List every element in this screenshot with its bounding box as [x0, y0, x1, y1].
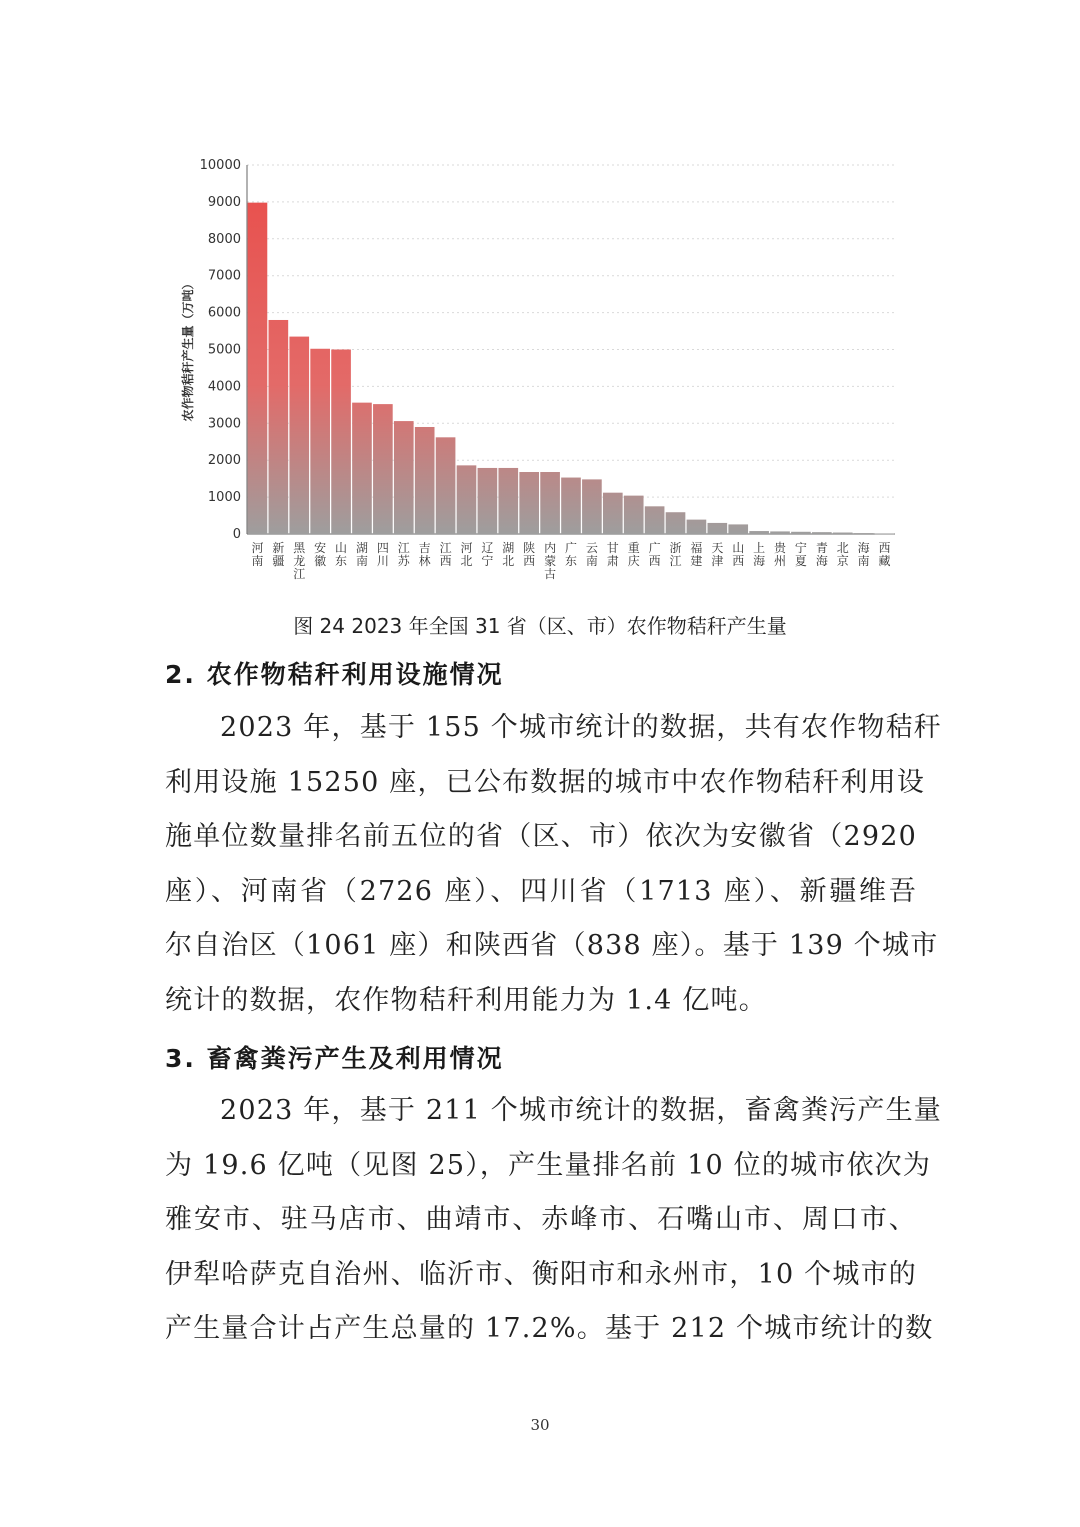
paragraph-line: 尔自治区（1061 座）和陕西省（838 座）。基于 139 个城市 [165, 930, 939, 961]
y-tick-label: 6000 [207, 305, 241, 321]
category-char: 内 [544, 541, 557, 555]
paragraph-line: 2023 年，基于 155 个城市统计的数据，共有农作物秸秆 [220, 712, 942, 743]
category-char: 东 [335, 554, 348, 568]
category-char: 徽 [314, 554, 327, 568]
category-char: 上 [753, 541, 766, 555]
x-category-label [879, 541, 891, 568]
category-char: 肃 [606, 554, 619, 568]
category-char: 庆 [627, 554, 640, 568]
category-char: 江 [439, 541, 452, 555]
x-category-label [670, 540, 682, 568]
category-char: 西 [878, 541, 891, 555]
x-category-label [440, 541, 452, 568]
category-char: 古 [544, 567, 557, 581]
bar [478, 468, 498, 534]
category-char: 西 [648, 554, 661, 568]
category-char: 宁 [794, 541, 807, 555]
category-char: 新 [272, 541, 285, 555]
category-char: 江 [669, 554, 682, 568]
straw-production-bar-chart [150, 150, 910, 590]
bar [582, 479, 602, 534]
category-char: 青 [815, 541, 828, 555]
x-category-label [649, 540, 661, 568]
y-tick-label: 8000 [207, 231, 241, 247]
category-char: 山 [732, 541, 745, 555]
category-char: 林 [418, 554, 431, 568]
bar [770, 531, 790, 534]
category-char: 南 [355, 554, 368, 568]
bar [269, 320, 289, 534]
bar [415, 427, 435, 534]
category-char: 四 [376, 541, 389, 555]
category-char: 川 [376, 554, 389, 568]
x-category-label [816, 540, 828, 568]
paragraph-line: 利用设施 15250 座，已公布数据的城市中农作物秸秆利用设 [165, 766, 926, 798]
category-char: 宁 [481, 554, 494, 568]
category-char: 西 [732, 554, 745, 568]
bar [310, 349, 330, 534]
category-char: 湖 [355, 541, 368, 555]
bar [749, 531, 769, 534]
bar [791, 532, 811, 534]
paragraph-line: 产生量合计占产生总量的 17.2%。基于 212 个城市统计的数 [165, 1313, 934, 1344]
bar [875, 533, 895, 534]
category-char: 州 [774, 554, 787, 568]
category-char: 海 [815, 554, 828, 568]
bar [645, 506, 665, 534]
x-category-label [544, 540, 556, 581]
bar [436, 437, 456, 534]
x-category-label [795, 541, 807, 568]
paragraph-line: 雅安市、驻马店市、曲靖市、赤峰市、石嘴山市、周口市、 [165, 1204, 917, 1235]
x-category-label [628, 540, 640, 568]
paragraph-livestock-manure [165, 1084, 942, 1357]
section-heading-straw-facilities: 2. 农作物秸秆利用设施情况 [165, 660, 504, 689]
chart-svg [150, 150, 910, 590]
category-char: 江 [293, 567, 306, 581]
category-char: 天 [711, 541, 724, 555]
x-category-label [293, 541, 306, 581]
category-char: 疆 [272, 554, 285, 568]
bar [498, 468, 518, 534]
bar [519, 472, 539, 534]
bar [373, 404, 393, 534]
x-category-label [272, 541, 284, 568]
y-axis-title: 农作物秸秆产生量（万吨） [181, 277, 195, 422]
x-category-label [523, 540, 535, 568]
x-category-label [774, 540, 787, 568]
category-char: 安 [314, 541, 327, 555]
category-char: 南 [857, 554, 870, 568]
x-category-label [356, 540, 368, 568]
category-char: 广 [564, 541, 578, 555]
bar [248, 203, 268, 534]
category-char: 黑 [293, 541, 306, 555]
bar [624, 496, 644, 534]
paragraph-line: 施单位数量排名前五位的省（区、市）依次为安徽省（2920 [165, 821, 917, 852]
x-category-label [711, 541, 723, 568]
bar [812, 532, 832, 534]
x-category-label [690, 541, 702, 568]
y-tick-label: 1000 [207, 490, 241, 506]
category-char: 京 [836, 554, 849, 568]
bar [666, 512, 686, 534]
y-tick-label: 4000 [207, 379, 241, 395]
y-tick-label: 2000 [207, 453, 241, 469]
x-category-label [753, 540, 765, 568]
category-char: 甘 [606, 541, 619, 555]
category-char: 蒙 [544, 554, 557, 568]
paragraph-line: 为 19.6 亿吨（见图 25），产生量排名前 10 位的城市依次为 [165, 1149, 932, 1181]
category-char: 津 [711, 554, 724, 568]
bar [561, 478, 581, 534]
category-char: 苏 [397, 554, 410, 568]
category-char: 东 [564, 554, 578, 568]
x-category-label [377, 541, 389, 568]
figure-caption: 图 24 2023 年全国 31 省（区、市）农作物秸秆产生量 [293, 614, 787, 638]
category-char: 西 [439, 554, 452, 568]
category-char: 贵 [774, 541, 787, 555]
bar [603, 493, 623, 534]
bar [394, 421, 414, 534]
category-char: 河 [251, 541, 264, 555]
x-category-label [565, 540, 577, 568]
y-tick-label: 5000 [207, 342, 241, 358]
x-category-label [314, 540, 326, 568]
category-char: 河 [460, 541, 473, 555]
x-category-label [732, 541, 744, 568]
x-category-label [251, 541, 263, 568]
category-char: 辽 [481, 541, 494, 555]
category-char: 北 [836, 541, 849, 555]
category-char: 北 [502, 554, 515, 568]
category-char: 龙 [293, 554, 306, 568]
bar [289, 337, 309, 534]
y-tick-label: 3000 [207, 416, 241, 432]
x-category-label [858, 541, 870, 568]
bar [854, 533, 874, 534]
x-category-label [398, 541, 411, 568]
category-char: 建 [690, 554, 703, 568]
y-tick-label: 10000 [199, 158, 241, 173]
category-char: 福 [690, 541, 703, 555]
category-char: 山 [335, 541, 348, 555]
category-char: 云 [585, 541, 598, 555]
paragraph-line: 伊犁哈萨克自治州、临沂市、衡阳市和永州市，10 个城市的 [165, 1258, 917, 1290]
x-category-label [419, 540, 431, 568]
category-char: 夏 [794, 554, 807, 568]
page-number: 30 [530, 1416, 550, 1434]
category-char: 重 [627, 541, 640, 555]
category-char: 南 [251, 554, 264, 568]
paragraph-straw-facilities [165, 701, 942, 1028]
section-heading-livestock-manure: 3. 畜禽粪污产生及利用情况 [165, 1044, 504, 1073]
category-char: 西 [523, 554, 536, 568]
x-category-label [335, 541, 347, 568]
category-char: 吉 [418, 541, 431, 555]
x-category-label [460, 541, 472, 568]
category-char: 浙 [669, 541, 682, 555]
bar [707, 523, 727, 534]
category-char: 海 [857, 541, 870, 555]
bar [728, 524, 748, 534]
x-category-label [502, 540, 514, 568]
category-char: 南 [585, 554, 598, 568]
bar [540, 472, 560, 534]
paragraph-line: 统计的数据，农作物秸秆利用能力为 1.4 亿吨。 [165, 984, 767, 1016]
bar [331, 350, 351, 535]
category-char: 北 [460, 554, 473, 568]
x-category-label [607, 540, 619, 568]
category-char: 陕 [523, 541, 536, 555]
category-char: 江 [397, 541, 410, 555]
category-char: 广 [648, 541, 661, 555]
bar [833, 533, 853, 534]
category-char: 湖 [502, 541, 515, 555]
x-category-label [586, 541, 598, 568]
category-char: 海 [753, 554, 766, 568]
bar [457, 465, 477, 534]
bar [687, 520, 707, 534]
bar [352, 403, 372, 534]
y-tick-label: 7000 [207, 268, 241, 284]
category-char: 藏 [878, 554, 891, 568]
y-tick-label: 0 [232, 527, 241, 542]
y-tick-label: 9000 [207, 194, 241, 210]
paragraph-line: 座）、河南省（2726 座）、四川省（1713 座）、新疆维吾 [165, 875, 917, 907]
x-category-label [837, 541, 849, 568]
x-category-label [481, 541, 493, 568]
paragraph-line: 2023 年，基于 211 个城市统计的数据，畜禽粪污产生量 [220, 1095, 942, 1126]
